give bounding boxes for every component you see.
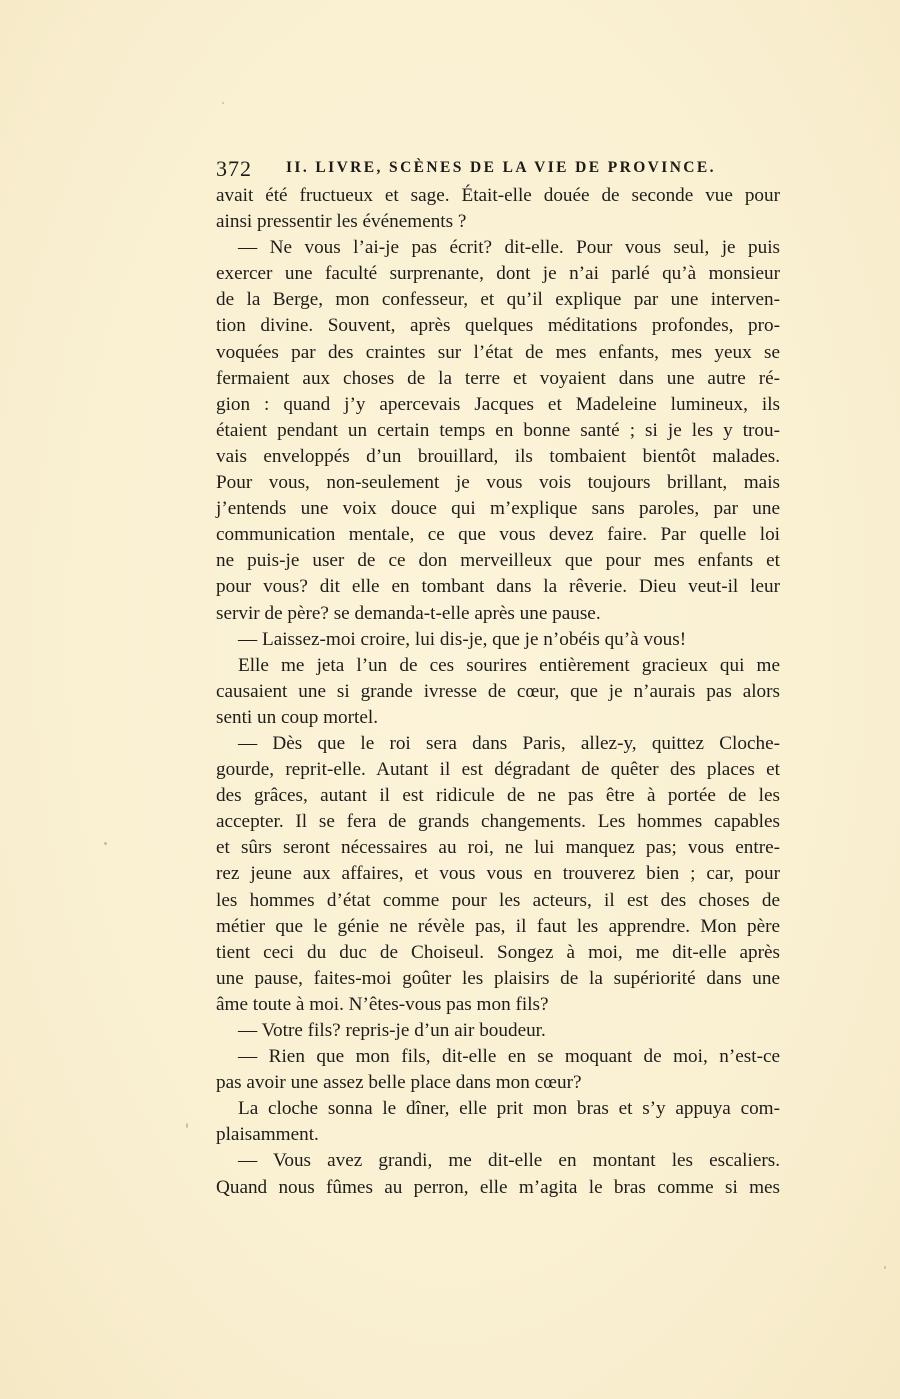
paper-speck <box>222 102 224 104</box>
text-line: exercer une faculté surprenante, dont je n’ai parlé qu’à monsieur <box>216 263 780 285</box>
text-line: âme toute à moi. N’êtes-vous pas mon fils? <box>216 993 549 1015</box>
text-line: — Ne vous l’ai-je pas écrit? dit-elle. Pour vous seul, je puis <box>238 237 780 259</box>
text-line: La cloche sonna le dîner, elle prit mon bras et s’y appuya com- <box>238 1098 780 1120</box>
text-line: servir de père? se demanda-t-elle après une pause. <box>216 602 601 624</box>
text-line: ne puis-je user de ce don merveilleux que pour mes enfants et <box>216 550 780 572</box>
text-line: pas avoir une assez belle place dans mon cœur? <box>216 1072 582 1094</box>
text-line: — Laissez-moi croire, lui dis-je, que je n’obéis qu’à vous! <box>238 628 687 650</box>
text-line: causaient une si grande ivresse de cœur, que je n’aurais pas alors <box>216 680 780 702</box>
text-line: voquées par des craintes sur l’état de mes enfants, mes yeux se <box>216 341 780 363</box>
text-line: de la Berge, mon confesseur, et qu’il explique par une interven- <box>216 289 780 311</box>
page-header <box>216 156 780 184</box>
text-line: vais enveloppés d’un brouillard, ils tombaient bientôt malades. <box>216 445 780 467</box>
text-line: tient ceci du duc de Choiseul. Songez à moi, me dit-elle après <box>216 941 780 963</box>
text-line: Quand nous fûmes au perron, elle m’agita le bras comme si mes <box>216 1176 780 1198</box>
page-number: 372 <box>216 156 252 181</box>
paper-speck <box>104 842 107 845</box>
text-line: métier que le génie ne révèle pas, il faut les apprendre. Mon père <box>216 915 780 937</box>
body-text <box>216 183 780 1201</box>
text-line: des grâces, autant il est ridicule de ne pas être à portée de les <box>216 785 780 807</box>
text-line: ainsi pressentir les événements ? <box>216 211 467 233</box>
text-line: plaisamment. <box>216 1124 319 1146</box>
text-line: — Vous avez grandi, me dit-elle en montant les escaliers. <box>238 1150 780 1172</box>
paper-speck <box>186 1123 188 1128</box>
text-line: j’entends une voix douce qui m’explique sans paroles, par une <box>216 498 780 520</box>
text-line: tion divine. Souvent, après quelques méditations profondes, pro- <box>216 315 780 337</box>
text-line: Elle me jeta l’un de ces sourires entièrement gracieux qui me <box>238 654 780 676</box>
text-line: — Rien que mon fils, dit-elle en se moquant de moi, n’est-ce <box>238 1046 780 1068</box>
text-line: gourde, reprit-elle. Autant il est dégradant de quêter des places et <box>216 759 780 781</box>
text-line: — Dès que le roi sera dans Paris, allez-y, quittez Cloche- <box>238 732 780 754</box>
text-line: les hommes d’état comme pour les acteurs, il est des choses de <box>216 889 780 911</box>
text-line: rez jeune aux affaires, et vous vous en trouverez bien ; car, pour <box>216 863 780 885</box>
text-line: étaient pendant un certain temps en bonne santé ; si je les y trou- <box>216 419 780 441</box>
text-line: pour vous? dit elle en tombant dans la rêverie. Dieu veut-il leur <box>216 576 780 598</box>
paper-speck <box>884 1266 886 1269</box>
text-line: gion : quand j’y apercevais Jacques et Madeleine lumineux, ils <box>216 393 780 415</box>
running-head: II. LIVRE, SCÈNES DE LA VIE DE PROVINCE. <box>286 159 716 176</box>
text-line: senti un coup mortel. <box>216 706 378 728</box>
text-line: avait été fructueux et sage. Était-elle douée de seconde vue pour <box>216 185 780 206</box>
text-line: communication mentale, ce que vous devez faire. Par quelle loi <box>216 524 780 546</box>
text-line: Pour vous, non-seulement je vous vois toujours brillant, mais <box>216 472 780 494</box>
text-line: une pause, faites-moi goûter les plaisirs de la supériorité dans une <box>216 967 780 989</box>
text-line: — Votre fils? repris-je d’un air boudeur. <box>238 1020 546 1041</box>
text-line: fermaient aux choses de la terre et voyaient dans une autre ré- <box>216 367 780 389</box>
text-line: et sûrs seront nécessaires au roi, ne lui manquez pas; vous entre- <box>216 837 780 859</box>
text-line: accepter. Il se fera de grands changements. Les hommes capables <box>216 811 780 833</box>
